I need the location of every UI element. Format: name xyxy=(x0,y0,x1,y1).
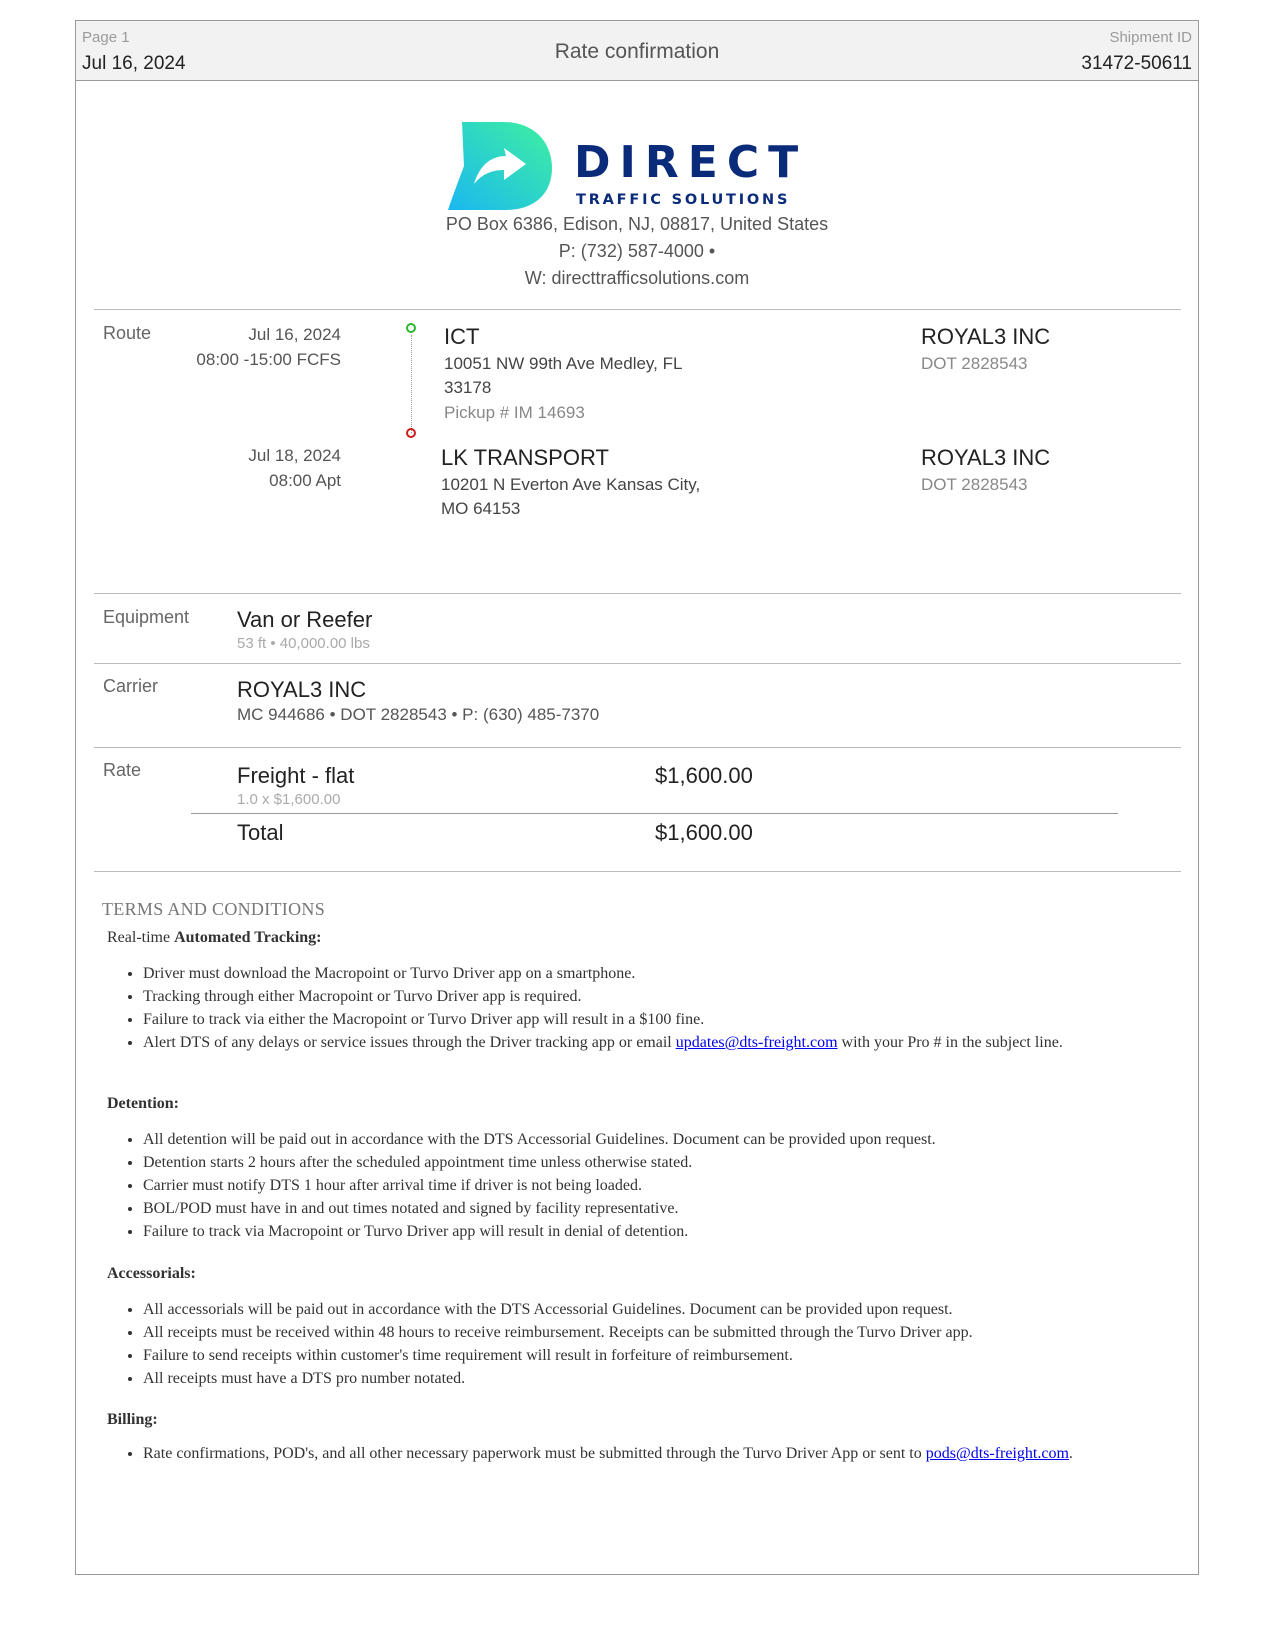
carrier-label: Carrier xyxy=(103,676,159,696)
company-address: PO Box 6386, Edison, NJ, 08817, United States xyxy=(445,214,829,234)
rate-total-label: Total xyxy=(237,820,284,845)
updates-email-link[interactable]: updates@dts-freight.com xyxy=(675,1034,838,1051)
tracking-list xyxy=(107,962,1147,1052)
accessorials-heading: Accessorials: xyxy=(107,1265,196,1282)
pickup-carrier-dot: DOT 2828543 xyxy=(921,354,1028,373)
rate-line-calculation: 1.0 x $1,600.00 xyxy=(237,791,341,808)
terms-heading: TERMS AND CONDITIONS xyxy=(102,899,326,919)
divider xyxy=(94,871,1181,872)
logo-wordmark: DIRECT xyxy=(574,137,808,188)
rate-line-name: Freight - flat xyxy=(237,763,355,788)
divider xyxy=(94,663,1181,664)
list-item: • Failure to track via either the Macropoint or Turvo Driver app will result in a $100 fine. xyxy=(143,1008,1147,1031)
list-item: • All accessorials will be paid out in accordance with the DTS Accessorial Guidelines. Document can be provided upon request. xyxy=(143,1298,1147,1321)
delivery-carrier: ROYAL3 INC xyxy=(921,445,1051,470)
delivery-address-line-2: MO 64153 xyxy=(441,499,521,518)
equipment-type: Van or Reefer xyxy=(237,607,373,632)
delivery-address-line-1: 10201 N Everton Ave Kansas City, xyxy=(441,475,701,494)
page-header xyxy=(76,21,1198,81)
terms-billing-section xyxy=(107,1411,1147,1463)
list-item: • Driver must download the Macropoint or Turvo Driver app on a smartphone. xyxy=(143,962,1147,985)
shipment-id-value: 31472-50611 xyxy=(1081,53,1192,74)
pickup-time: 08:00 -15:00 FCFS xyxy=(196,350,341,369)
pickup-name: ICT xyxy=(444,324,480,349)
list-item: • All detention will be paid out in accordance with the DTS Accessorial Guidelines. Document can be provided upon request. xyxy=(143,1128,1147,1151)
rate-confirmation-page xyxy=(75,20,1199,1575)
list-item: • All receipts must be received within 48 hours to receive reimbursement. Receipts can be submitted through the Turvo Driver app. xyxy=(143,1321,1147,1344)
list-item: • Alert DTS of any delays or service issues through the Driver tracking app or email updates@dts-freight.com with your Pro # in the subject line. xyxy=(143,1031,1147,1052)
detention-list xyxy=(107,1128,1147,1243)
route-label: Route xyxy=(103,323,152,343)
billing-list xyxy=(107,1444,1147,1463)
page-number: Page 1 xyxy=(82,29,130,46)
terms-detention-section xyxy=(107,1095,1147,1243)
equipment-details: 53 ft • 40,000.00 lbs xyxy=(237,635,370,652)
delivery-time: 08:00 Apt xyxy=(269,471,341,490)
list-item: • Detention starts 2 hours after the scheduled appointment time unless otherwise stated. xyxy=(143,1151,1147,1174)
rate-line-amount: $1,600.00 xyxy=(655,763,753,788)
list-item: • Carrier must notify DTS 1 hour after arrival time if driver is not being loaded. xyxy=(143,1174,1147,1197)
detention-heading: Detention: xyxy=(107,1095,179,1112)
delivery-name: LK TRANSPORT xyxy=(441,445,609,470)
pods-email-link[interactable]: pods@dts-freight.com xyxy=(925,1445,1069,1462)
document-title: Rate confirmation xyxy=(554,40,720,63)
company-phone: P: (732) 587-4000 • xyxy=(558,241,716,261)
accessorials-list xyxy=(107,1298,1147,1390)
rate-subtotal-divider xyxy=(191,813,1118,814)
logo-tagline: TRAFFIC SOLUTIONS xyxy=(576,192,791,208)
pickup-carrier: ROYAL3 INC xyxy=(921,324,1051,349)
carrier-name: ROYAL3 INC xyxy=(237,677,367,702)
company-logo xyxy=(448,122,808,217)
list-item: • All receipts must have a DTS pro number notated. xyxy=(143,1367,1147,1390)
list-item: • BOL/POD must have in and out times notated and signed by facility representative. xyxy=(143,1197,1147,1220)
route-connector xyxy=(411,335,412,433)
carrier-details: MC 944686 • DOT 2828543 • P: (630) 485-7370 xyxy=(237,705,600,724)
shipment-id-label: Shipment ID xyxy=(1109,29,1192,46)
company-website: W: directtrafficsolutions.com xyxy=(524,268,750,288)
list-item: • Tracking through either Macropoint or Turvo Driver app is required. xyxy=(143,985,1147,1008)
pickup-marker-icon xyxy=(406,323,416,333)
rate-label: Rate xyxy=(103,760,142,780)
pickup-address-line-1: 10051 NW 99th Ave Medley, FL xyxy=(444,354,683,373)
divider xyxy=(94,747,1181,748)
header-date: Jul 16, 2024 xyxy=(82,53,186,74)
terms-tracking-section xyxy=(107,929,1147,1052)
list-item: • Failure to send receipts within customer's time requirement will result in forfeiture of reimbursement. xyxy=(143,1344,1147,1367)
delivery-marker-icon xyxy=(406,428,416,438)
list-item: • Rate confirmations, POD's, and all other necessary paperwork must be submitted through the Turvo Driver App or sent to pods@dts-freight.com. xyxy=(143,1444,1147,1463)
pickup-address-line-2: 33178 xyxy=(444,378,492,397)
pickup-date: Jul 16, 2024 xyxy=(248,325,341,344)
delivery-date: Jul 18, 2024 xyxy=(248,446,341,465)
divider xyxy=(94,309,1181,310)
equipment-label: Equipment xyxy=(103,607,190,627)
rate-total-amount: $1,600.00 xyxy=(655,820,753,845)
billing-heading: Billing: xyxy=(107,1411,158,1428)
delivery-carrier-dot: DOT 2828543 xyxy=(921,475,1028,494)
list-item: • Failure to track via Macropoint or Turvo Driver app will result in denial of detention. xyxy=(143,1220,1147,1243)
divider xyxy=(94,593,1181,594)
tracking-heading: Real-time Automated Tracking: xyxy=(107,929,322,946)
pickup-reference: Pickup # IM 14693 xyxy=(444,403,585,422)
terms-accessorials-section xyxy=(107,1265,1147,1390)
